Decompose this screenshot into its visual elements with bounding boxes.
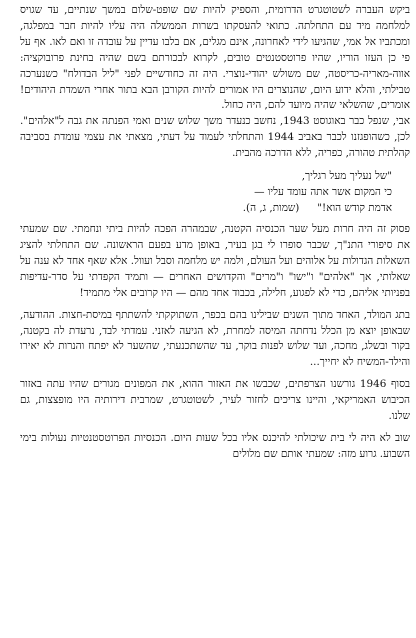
quote-line-1: "של נעליך מעל רגליך, <box>301 170 392 183</box>
scripture-quote <box>20 168 410 216</box>
quote-line-2: כי המקום אשר אתה עומד עליו — <box>254 186 392 199</box>
quote-line-3-text: אדמת קודש הוא!" <box>317 202 392 215</box>
paragraph-6: שוב לא היה לי בית שיכולתי להיכנס אליו בכל שעות היום. הכנסיות הפרוטסטנטיות נעולות בימי השבוע. גרוע מזה: שמעתי אותם שם מלולים <box>20 431 410 460</box>
quote-line-3 <box>20 200 392 216</box>
quote-reference: (שמות, ג, ה). <box>242 202 300 215</box>
paragraph-5: בסוף 1946 גורשנו הצרפתים, שכבשו את האזור ההוא, את המפונים מגורים שהיו עתה באזור הכיבוש האמריקאי, והיינו צריכים לחזור לעיר, לשטוטגרט, שמרבית דירותיה היו מופצצות, גם שלנו. <box>20 378 410 423</box>
paragraph-2: אבי, שנפל כבר באוגוסט 1943, נחשב כנעדר משך שלוש שנים ואמי הפנתה את גבה ל"אלהים". לכן, כשהופגזנו לכבר באביב 1944 והתחלתי לעמוד על דעתי, מצאתי את עצמי עומדת בסביבה קהלתית טהורה, כפריה, ללא הדרכה מהבית. <box>20 115 411 160</box>
paragraph-4: בתג המולד, האחד מתוך השנים שבילינו בהם בכפר, השתוקקתי להשתתף במיסת-חצות. ההודעה, שבאופן יוצא מן הכלל נדחתה המיסה למחרת, לא הגיעה לאזני. עמדתי לבד, נרעדת לה בקטנה, בקור ובשלג, מחכה, ועד שלוש לפנות בוקר, עד שהשתכנעתי, שהשער לא יפתח והנרות לא יאירו והילד-המשיח לא יחייך... <box>20 308 410 369</box>
paragraph-3: פסוק זה היה חרות מעל שער הכנסיה הקטנה, שבמהרה הפכה להיות ביתי ונחמתי. שם שמעתי את סיפורי התנ"ך, שכבר סופרו לי בגן בעיר, באופן מדע בפעם הראשונה. שם התחלתי להציג השאלות הגדולות על אלוהים ועל העולם, ולמה יש מלחמה וסבל ועוול. אלא שאף אחד לא ענה על שאלותי, אך "אלהים" ו"ישו" ו"מרים" והקדושים האחרים — ותמיד הקפדתי על סדר-עדיפות בפניותי אליהם, כדי לא לפגוע, חלילה, בכבוד אחד מהם — היו קרובים אלי מתמיד! <box>20 223 410 299</box>
paragraph-1: ביקש העברה לשטוטגרט הדרומית, והספיק להיות שם שופט-שלום במשך שנתיים, עד שגויס למלחמה מיד עם התחלתה. כתואי להעסקתו בשרות הממשלה היה עליו להיות חבר במפלגה, ומכתביו אל אמי, שהגיעו לידי לאחרונה, אינם מגלים, אם בלבו עדיין על עובדה זו ואם לאו. אף על פי כן העזו הוריו, שהיו פרוטסטנטים טובים, לקרוא לבכורתם בשם שהיה בחינת פרובוקציה: אווה-מאריה-כריסטה, שם משולש יהודי-נוצרי. היה זה כחודשיים לפני "ליל הבדולח" כשנערכה טבילתי, והלא ידוע היום, שהנוצרים היו אמורים להיות הקורבן הבא בתור אחרי השמדת היהודים! אומרים, שהשלאי שהיה מיועד להם, היה כחול. <box>20 4 410 112</box>
